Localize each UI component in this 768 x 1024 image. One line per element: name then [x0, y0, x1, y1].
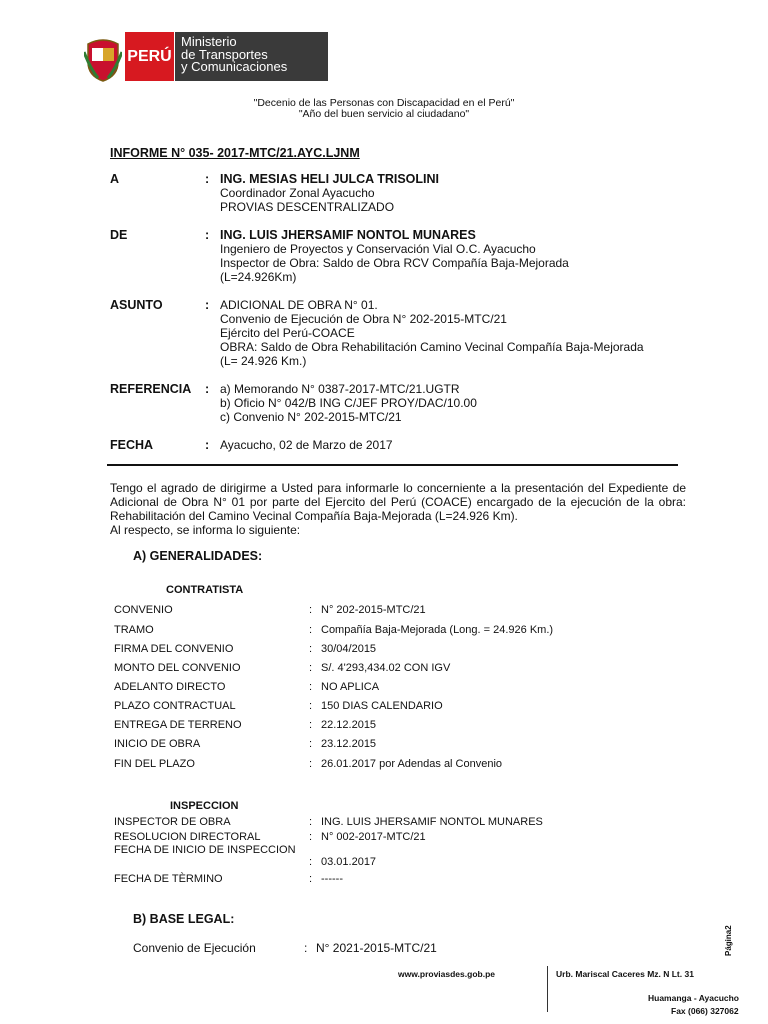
field-colon: : [205, 438, 210, 452]
sender-name: ING. LUIS JHERSAMIF NONTOL MUNARES [220, 228, 476, 242]
reference-item: b) Oficio N° 042/B ING C/JEF PROY/DAC/10.00 [220, 396, 477, 410]
inspeccion-key: FECHA DE TÈRMINO [114, 873, 223, 885]
row-colon: : [309, 738, 313, 750]
ministry-logo [175, 32, 328, 81]
sender-role: (L=24.926Km) [220, 270, 297, 284]
row-colon: : [309, 856, 313, 868]
row-colon: : [309, 831, 313, 843]
row-colon: : [309, 681, 313, 693]
subject-line: ADICIONAL DE OBRA N° 01. [220, 298, 378, 312]
subject-line: Convenio de Ejecución de Obra N° 202-2015-MTC/21 [220, 312, 507, 326]
row-colon: : [309, 643, 313, 655]
contratista-value: Compañía Baja-Mejorada (Long. = 24.926 Km.) [321, 624, 554, 636]
contratista-value: 23.12.2015 [321, 738, 377, 750]
contratista-value: S/. 4'293,434.02 CON IGV [321, 662, 451, 674]
row-colon: : [309, 758, 313, 770]
inspeccion-value: ING. LUIS JHERSAMIF NONTOL MUNARES [321, 816, 543, 828]
field-colon: : [205, 228, 210, 242]
report-title: INFORME N° 035- 2017-MTC/21.AYC.LJNM [110, 146, 360, 160]
year-motto: "Año del buen servicio al ciudadano" [298, 108, 470, 120]
subject-line: (L= 24.926 Km.) [220, 354, 307, 368]
row-colon: : [309, 700, 313, 712]
footer-city: Huamanga - Ayacucho [648, 993, 740, 1003]
contratista-value: 150 DIAS CALENDARIO [321, 700, 443, 712]
field-value-fecha: Ayacucho, 02 de Marzo de 2017 [220, 438, 393, 452]
contratista-value: 30/04/2015 [321, 643, 377, 655]
inspeccion-value: N° 002-2017-MTC/21 [321, 831, 426, 843]
contratista-key: PLAZO CONTRACTUAL [114, 700, 236, 712]
decade-motto: "Decenio de las Personas con Discapacidad en el Perú" [253, 97, 515, 109]
field-value-a [220, 172, 439, 214]
row-colon: : [304, 941, 308, 955]
reference-item: a) Memorando N° 0387-2017-MTC/21.UGTR [220, 382, 460, 396]
coat-of-arms-icon [84, 38, 122, 82]
contratista-value: N° 202-2015-MTC/21 [321, 604, 426, 616]
field-colon: : [205, 172, 210, 186]
recipient-role: Coordinador Zonal Ayacucho [220, 186, 375, 200]
subject-line: Ejército del Perú-COACE [220, 326, 355, 340]
base-legal-key: Convenio de Ejecución [133, 941, 256, 955]
footer-divider [547, 966, 548, 1012]
field-label-a: A [110, 172, 120, 186]
row-colon: : [309, 604, 313, 616]
row-colon: : [309, 624, 313, 636]
contratista-value: NO APLICA [321, 681, 380, 693]
footer-website: www.proviasdes.gob.pe [398, 969, 495, 979]
contratista-key: TRAMO [114, 624, 154, 636]
inspeccion-key: INSPECTOR DE OBRA [114, 816, 231, 828]
peru-logo: PERÚ [125, 32, 174, 81]
contratista-value: 26.01.2017 por Adendas al Convenio [321, 758, 503, 770]
contratista-key: CONVENIO [114, 604, 173, 616]
sender-role: Inspector de Obra: Saldo de Obra RCV Compañía Baja-Mejorada [220, 256, 569, 270]
section-a-heading: A) GENERALIDADES: [133, 549, 263, 563]
contratista-key: FIN DEL PLAZO [114, 758, 195, 770]
contratista-key: ADELANTO DIRECTO [114, 681, 226, 693]
row-colon: : [309, 816, 313, 828]
inspeccion-heading: INSPECCION [170, 800, 239, 812]
subject-line: OBRA: Saldo de Obra Rehabilitación Camino Vecinal Compañía Baja-Mejorada [220, 340, 644, 354]
divider [107, 464, 678, 466]
intro-line: Al respecto, se informa lo siguiente: [110, 523, 301, 537]
recipient-name: ING. MESIAS HELI JULCA TRISOLINI [220, 172, 439, 186]
intro-paragraph: Tengo el agrado de dirigirme a Usted para informarle lo concerniente a la presentación del Expediente de Adicional de Obra N° 01 por parte del Ejercito del Perú (COACE) encargado de la ejecución de la obra: Rehabilitación del Camino Vecinal Compañía Baja-Mejorada (L=24.926 Km). [110, 481, 686, 523]
field-value-de [220, 228, 569, 284]
row-colon: : [309, 719, 313, 731]
ministry-line: y Comunicaciones [181, 59, 288, 74]
page-number: Página2 [724, 925, 733, 956]
footer-fax: Fax (066) 327062 [671, 1006, 739, 1016]
recipient-org: PROVIAS DESCENTRALIZADO [220, 200, 395, 214]
inspeccion-key: FECHA DE INICIO DE INSPECCION [114, 844, 296, 856]
contratista-key: MONTO DEL CONVENIO [114, 662, 241, 674]
contratista-heading: CONTRATISTA [166, 584, 244, 596]
footer-address: Urb. Mariscal Caceres Mz. N Lt. 31 [556, 969, 694, 979]
contratista-key: FIRMA DEL CONVENIO [114, 643, 234, 655]
row-colon: : [309, 873, 313, 885]
field-label-referencia: REFERENCIA [110, 382, 192, 396]
contratista-key: INICIO DE OBRA [114, 738, 201, 750]
inspeccion-value: ------ [321, 873, 343, 885]
contratista-value: 22.12.2015 [321, 719, 377, 731]
field-label-fecha: FECHA [110, 438, 154, 452]
contratista-key: ENTREGA DE TERRENO [114, 719, 242, 731]
reference-item: c) Convenio N° 202-2015-MTC/21 [220, 410, 402, 424]
row-colon: : [309, 662, 313, 674]
field-label-de: DE [110, 228, 128, 242]
field-value-referencia [220, 382, 477, 424]
field-colon: : [205, 298, 210, 312]
field-value-asunto [220, 298, 644, 368]
inspeccion-key: RESOLUCION DIRECTORAL [114, 831, 261, 843]
base-legal-value: N° 2021-2015-MTC/21 [316, 941, 437, 955]
ministry-line: Ministerio [181, 34, 237, 49]
field-label-asunto: ASUNTO [110, 298, 163, 312]
inspeccion-value: 03.01.2017 [321, 856, 377, 868]
sender-role: Ingeniero de Proyectos y Conservación Vial O.C. Ayacucho [220, 242, 536, 256]
section-b-heading: B) BASE LEGAL: [133, 912, 235, 926]
ministry-line: de Transportes [181, 46, 268, 62]
field-colon: : [205, 382, 210, 396]
